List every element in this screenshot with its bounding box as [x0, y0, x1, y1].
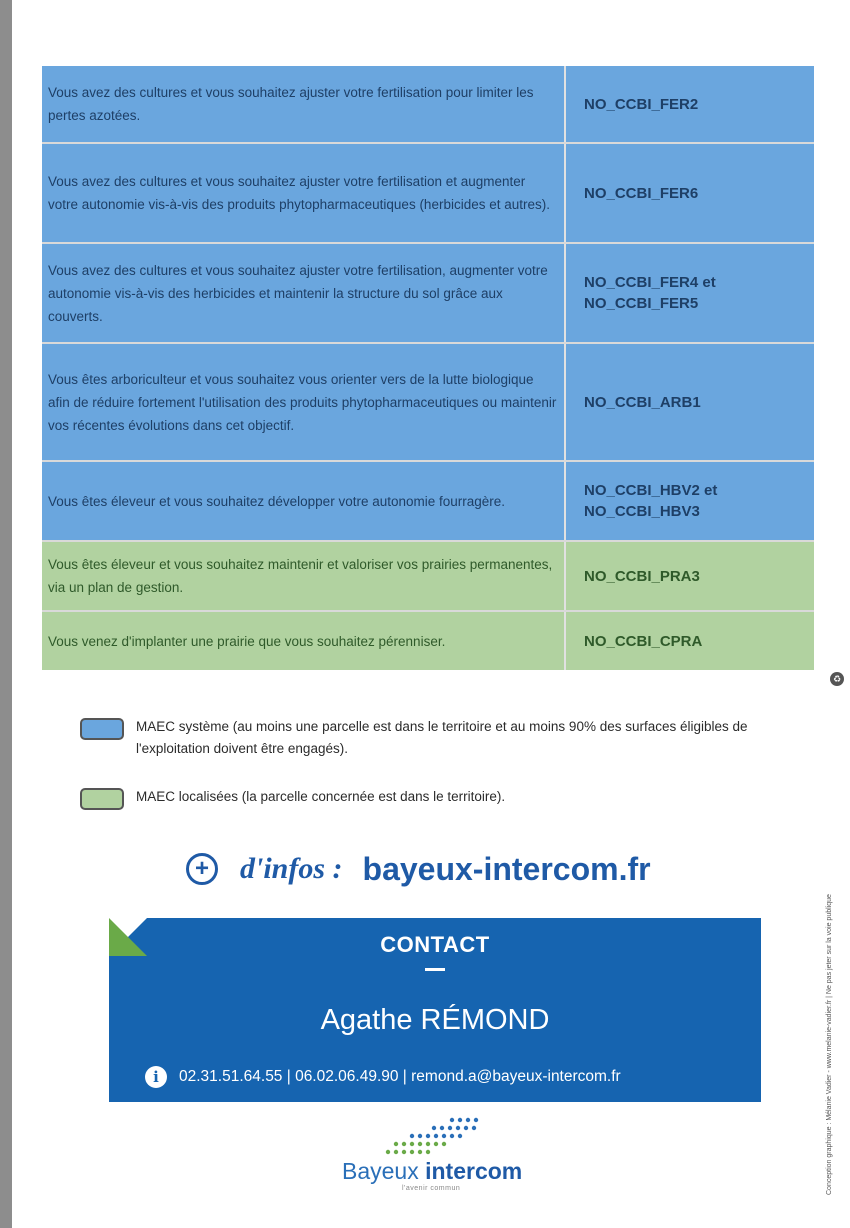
logo-subtitle: l'avenir commun [402, 1185, 461, 1192]
logo-text-regular: Bayeux [342, 1158, 426, 1184]
row-code: NO_CCBI_HBV2 et NO_CCBI_HBV3 [584, 482, 718, 520]
table-row [42, 144, 814, 244]
bayeux-intercom-logo [338, 1114, 538, 1204]
row-description: Vous avez des cultures et vous souhaitez ajuster votre fertilisation pour limiter les pertes azotées. [42, 66, 566, 142]
table-row [42, 462, 814, 542]
legend-system-text: MAEC système (au moins une parcelle est dans le territoire et au moins 90% des surfaces éligibles de l'exploitation doivent être engagés). [136, 719, 748, 756]
contact-details-text[interactable]: 02.31.51.64.55 | 06.02.06.49.90 | remond.a@bayeux-intercom.fr [179, 1068, 621, 1085]
table-row [42, 244, 814, 344]
row-code: NO_CCBI_FER2 [584, 95, 699, 113]
table-row [42, 612, 814, 670]
legend-system [80, 716, 770, 760]
contact-divider [425, 968, 445, 971]
legend-localized [80, 786, 770, 810]
row-description: Vous venez d'implanter une prairie que vous souhaitez pérenniser. [42, 612, 566, 670]
row-description: Vous êtes éleveur et vous souhaitez maintenir et valoriser vos prairies permanentes, via un plan de gestion. [42, 542, 566, 610]
side-credit: Conception graphique : Mélanie Vadier - www.melanie-vadier.fr | Ne pas jeter sur la voie publique [826, 894, 833, 1195]
maec-table [42, 66, 814, 670]
more-info-line [186, 844, 651, 894]
legend-swatch-green [80, 788, 124, 810]
table-row [42, 66, 814, 144]
row-code: NO_CCBI_ARB1 [584, 393, 701, 411]
contact-title: CONTACT [380, 932, 490, 957]
contact-name: Agathe RÉMOND [320, 1004, 550, 1036]
row-code: NO_CCBI_FER4 et NO_CCBI_FER5 [584, 274, 716, 312]
plus-circle-icon: + [186, 853, 218, 885]
legend-swatch-blue [80, 718, 124, 740]
contact-box [109, 918, 761, 1102]
info-icon: i [145, 1066, 167, 1088]
row-code: NO_CCBI_CPRA [584, 632, 703, 650]
logo-dots-icon [382, 1114, 492, 1158]
table-row [42, 542, 814, 612]
logo-text-bold: intercom [425, 1158, 523, 1184]
row-description: Vous êtes arboriculteur et vous souhaitez vous orienter vers de la lutte biologique afin de réduire fortement l'utilisation des produits phytopharmaceutiques ou maintenir vos récentes évolutions dans cet objectif. [42, 344, 566, 460]
table-row [42, 344, 814, 462]
row-description: Vous avez des cultures et vous souhaitez ajuster votre fertilisation, augmenter votre autonomie vis-à-vis des herbicides et maintenir la structure du sol grâce aux couverts. [42, 244, 566, 342]
row-description: Vous êtes éleveur et vous souhaitez développer votre autonomie fourragère. [42, 462, 566, 540]
row-description: Vous avez des cultures et vous souhaitez ajuster votre fertilisation et augmenter votre autonomie vis-à-vis des produits phytopharmaceutiques (herbicides et autres). [42, 144, 566, 242]
row-code: NO_CCBI_PRA3 [584, 567, 700, 585]
website-link[interactable]: bayeux-intercom.fr [362, 850, 651, 887]
page-edge-bar [0, 0, 12, 1228]
recycle-badge-icon: ♻ [830, 672, 844, 686]
logo-wordmark [342, 1158, 522, 1185]
row-code: NO_CCBI_FER6 [584, 184, 699, 202]
contact-details [145, 1066, 621, 1088]
more-info-label: d'infos : [240, 852, 343, 885]
legend-localized-text: MAEC localisées (la parcelle concernée est dans le territoire). [136, 789, 506, 804]
